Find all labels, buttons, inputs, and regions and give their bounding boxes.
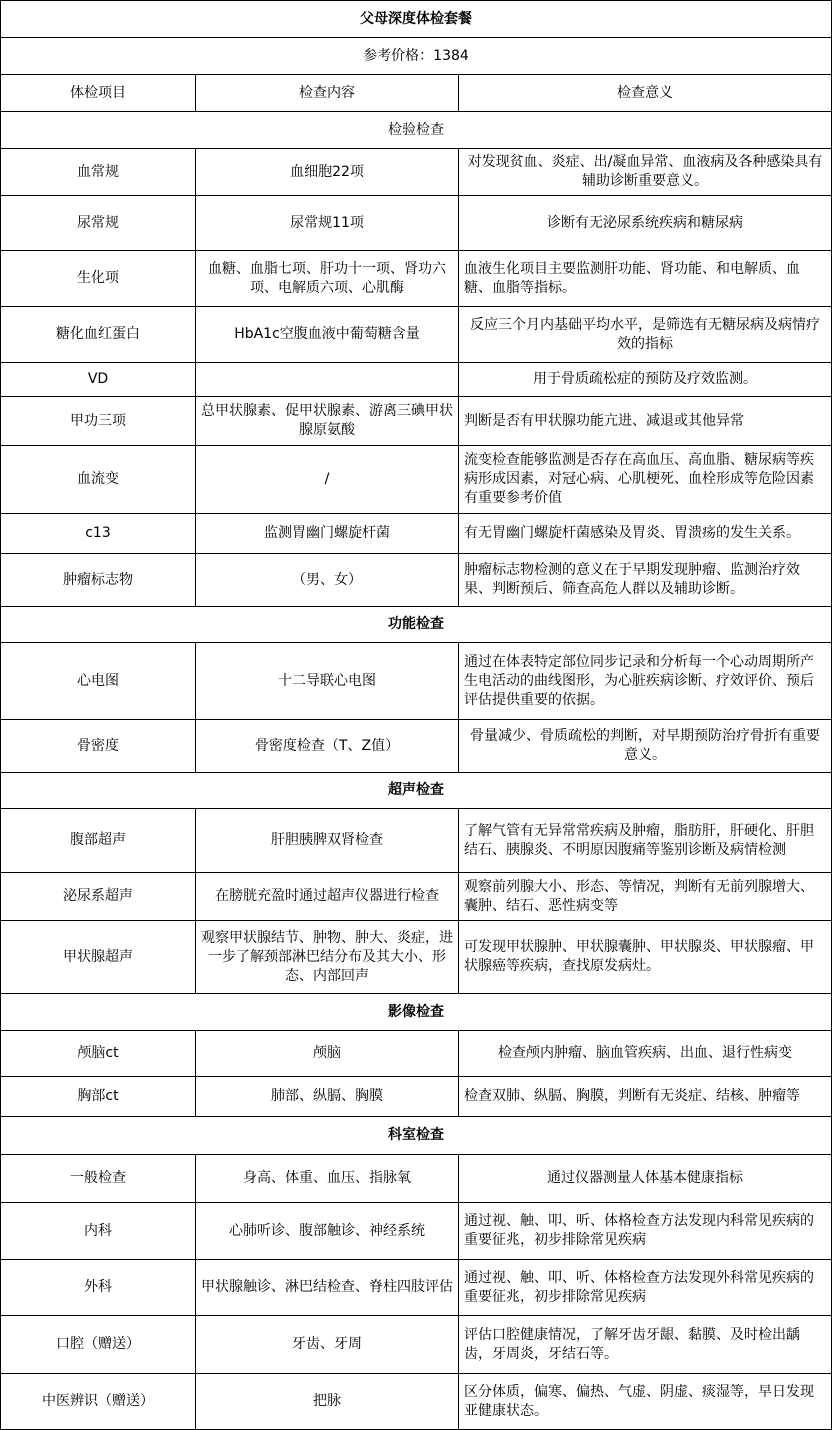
- section-title: 影像检查: [1, 994, 832, 1031]
- table-row: [1, 149, 832, 196]
- exam-content: 身高、体重、血压、指脉氧: [196, 1155, 459, 1203]
- exam-content: 把脉: [196, 1374, 459, 1430]
- table-row: [1, 251, 832, 307]
- table-row: [1, 196, 832, 251]
- exam-meaning: 通过在体表特定部位同步记录和分析每一个心动周期所产生电活动的曲线图形，为心脏疾病诊断、疗效评价、预后评估提供重要的依据。: [459, 643, 832, 720]
- table-row: [1, 363, 832, 397]
- table-row: [1, 397, 832, 446]
- price-row: [1, 38, 832, 75]
- exam-item: 心电图: [1, 643, 196, 720]
- exam-item: 甲功三项: [1, 397, 196, 446]
- exam-meaning: 反应三个月内基础平均水平，是筛选有无糖尿病及病情疗效的指标: [459, 307, 832, 363]
- exam-item: 外科: [1, 1260, 196, 1316]
- section-row: [1, 112, 832, 149]
- table-row: [1, 921, 832, 994]
- table-row: [1, 1316, 832, 1374]
- exam-item: 肿瘤标志物: [1, 554, 196, 607]
- section-title: 检验检查: [1, 112, 832, 149]
- header-meaning: 检查意义: [459, 75, 832, 112]
- exam-content: 在膀胱充盈时通过超声仪器进行检查: [196, 873, 459, 921]
- table-row: [1, 1155, 832, 1203]
- exam-content: 骨密度检查（T、Z值）: [196, 720, 459, 773]
- exam-content: 十二导联心电图: [196, 643, 459, 720]
- table-row: [1, 1031, 832, 1077]
- exam-item: 泌尿系超声: [1, 873, 196, 921]
- section-title: 科室检查: [1, 1117, 832, 1155]
- exam-meaning: 通过视、触、叩、听、体格检查方法发现内科常见疾病的重要征兆，初步排除常见疾病: [459, 1203, 832, 1260]
- exam-meaning: 检查颅内肿瘤、脑血管疾病、出血、退行性病变: [459, 1031, 832, 1077]
- exam-content: HbA1c空腹血液中葡萄糖含量: [196, 307, 459, 363]
- exam-meaning: 用于骨质疏松症的预防及疗效监测。: [459, 363, 832, 397]
- exam-item: VD: [1, 363, 196, 397]
- table-row: [1, 307, 832, 363]
- exam-item: 生化项: [1, 251, 196, 307]
- table-row: [1, 1203, 832, 1260]
- exam-content: 心肺听诊、腹部触诊、神经系统: [196, 1203, 459, 1260]
- exam-item: c13: [1, 514, 196, 554]
- exam-content: 肝胆胰脾双肾检查: [196, 809, 459, 873]
- section-row: [1, 607, 832, 643]
- exam-content: 观察甲状腺结节、肿物、肿大、炎症，进一步了解颈部淋巴结分布及其大小、形态、内部回声: [196, 921, 459, 994]
- table-row: [1, 1077, 832, 1117]
- table-row: [1, 554, 832, 607]
- table-row: [1, 1374, 832, 1430]
- exam-meaning: 可发现甲状腺肿、甲状腺囊肿、甲状腺炎、甲状腺瘤、甲状腺癌等疾病，查找原发病灶。: [459, 921, 832, 994]
- exam-meaning: 肿瘤标志物检测的意义在于早期发现肿瘤、监测治疗效果、判断预后、筛查高危人群以及辅助诊断。: [459, 554, 832, 607]
- exam-meaning: 对发现贫血、炎症、出/凝血异常、血液病及各种感染具有辅助诊断重要意义。: [459, 149, 832, 196]
- exam-content: 肺部、纵膈、胸膜: [196, 1077, 459, 1117]
- exam-item: 骨密度: [1, 720, 196, 773]
- exam-content: 颅脑: [196, 1031, 459, 1077]
- exam-meaning: 检查双肺、纵膈、胸膜，判断有无炎症、结核、肿瘤等: [459, 1077, 832, 1117]
- exam-item: 糖化血红蛋白: [1, 307, 196, 363]
- exam-item: 内科: [1, 1203, 196, 1260]
- exam-content: 甲状腺触诊、淋巴结检查、脊柱四肢评估: [196, 1260, 459, 1316]
- table-row: [1, 1260, 832, 1316]
- exam-meaning: 流变检查能够监测是否存在高血压、高血脂、糖尿病等疾病形成因素，对冠心病、心肌梗死、血栓形成等危险因素有重要参考价值: [459, 446, 832, 514]
- exam-meaning: 评估口腔健康情况，了解牙齿牙龈、黏膜、及时检出龋齿，牙周炎，牙结石等。: [459, 1316, 832, 1374]
- section-row: [1, 773, 832, 809]
- exam-content: 监测胃幽门螺旋杆菌: [196, 514, 459, 554]
- exam-item: 尿常规: [1, 196, 196, 251]
- exam-item: 一般检查: [1, 1155, 196, 1203]
- section-row: [1, 1117, 832, 1155]
- exam-item: 口腔（赠送）: [1, 1316, 196, 1374]
- exam-item: 甲状腺超声: [1, 921, 196, 994]
- exam-content: 尿常规11项: [196, 196, 459, 251]
- header-content: 检查内容: [196, 75, 459, 112]
- exam-item: 腹部超声: [1, 809, 196, 873]
- exam-item: 中医辨识（赠送）: [1, 1374, 196, 1430]
- exam-meaning: 血液生化项目主要监测肝功能、肾功能、和电解质、血糖、血脂等指标。: [459, 251, 832, 307]
- exam-content: 牙齿、牙周: [196, 1316, 459, 1374]
- exam-meaning: 骨量减少、骨质疏松的判断，对早期预防治疗骨折有重要意义。: [459, 720, 832, 773]
- exam-item: 血常规: [1, 149, 196, 196]
- table-row: [1, 720, 832, 773]
- exam-meaning: 了解气管有无异常常疾病及肿瘤，脂肪肝，肝硬化、肝胆结石、胰腺炎、不明原因腹痛等鉴别诊断及病情检测: [459, 809, 832, 873]
- exam-meaning: 判断是否有甲状腺功能亢进、减退或其他异常: [459, 397, 832, 446]
- reference-price: 参考价格：1384: [1, 38, 832, 75]
- exam-meaning: 通过视、触、叩、听、体格检查方法发现外科常见疾病的重要征兆，初步排除常见疾病: [459, 1260, 832, 1316]
- table-row: [1, 514, 832, 554]
- exam-content: [196, 363, 459, 397]
- section-title: 超声检查: [1, 773, 832, 809]
- exam-item: 血流变: [1, 446, 196, 514]
- exam-meaning: 观察前列腺大小、形态、等情况，判断有无前列腺增大、囊肿、结石、恶性病变等: [459, 873, 832, 921]
- header-row: [1, 75, 832, 112]
- table-row: [1, 873, 832, 921]
- section-title: 功能检查: [1, 607, 832, 643]
- section-row: [1, 994, 832, 1031]
- exam-item: 胸部ct: [1, 1077, 196, 1117]
- page-title: 父母深度体检套餐: [1, 1, 832, 38]
- exam-meaning: 有无胃幽门螺旋杆菌感染及胃炎、胃溃疡的发生关系。: [459, 514, 832, 554]
- exam-content: 血糖、血脂七项、肝功十一项、肾功六项、电解质六项、心肌酶: [196, 251, 459, 307]
- title-row: [1, 1, 832, 38]
- exam-content: （男、女）: [196, 554, 459, 607]
- exam-meaning: 通过仪器测量人体基本健康指标: [459, 1155, 832, 1203]
- exam-content: 总甲状腺素、促甲状腺素、游离三碘甲状腺原氨酸: [196, 397, 459, 446]
- table-row: [1, 446, 832, 514]
- exam-item: 颅脑ct: [1, 1031, 196, 1077]
- exam-content: /: [196, 446, 459, 514]
- header-item: 体检项目: [1, 75, 196, 112]
- exam-meaning: 诊断有无泌尿系统疾病和糖尿病: [459, 196, 832, 251]
- exam-meaning: 区分体质，偏寒、偏热、气虚、阴虚、痰湿等，早日发现亚健康状态。: [459, 1374, 832, 1430]
- table-row: [1, 643, 832, 720]
- exam-content: 血细胞22项: [196, 149, 459, 196]
- package-table-body: [1, 1, 832, 1430]
- table-row: [1, 809, 832, 873]
